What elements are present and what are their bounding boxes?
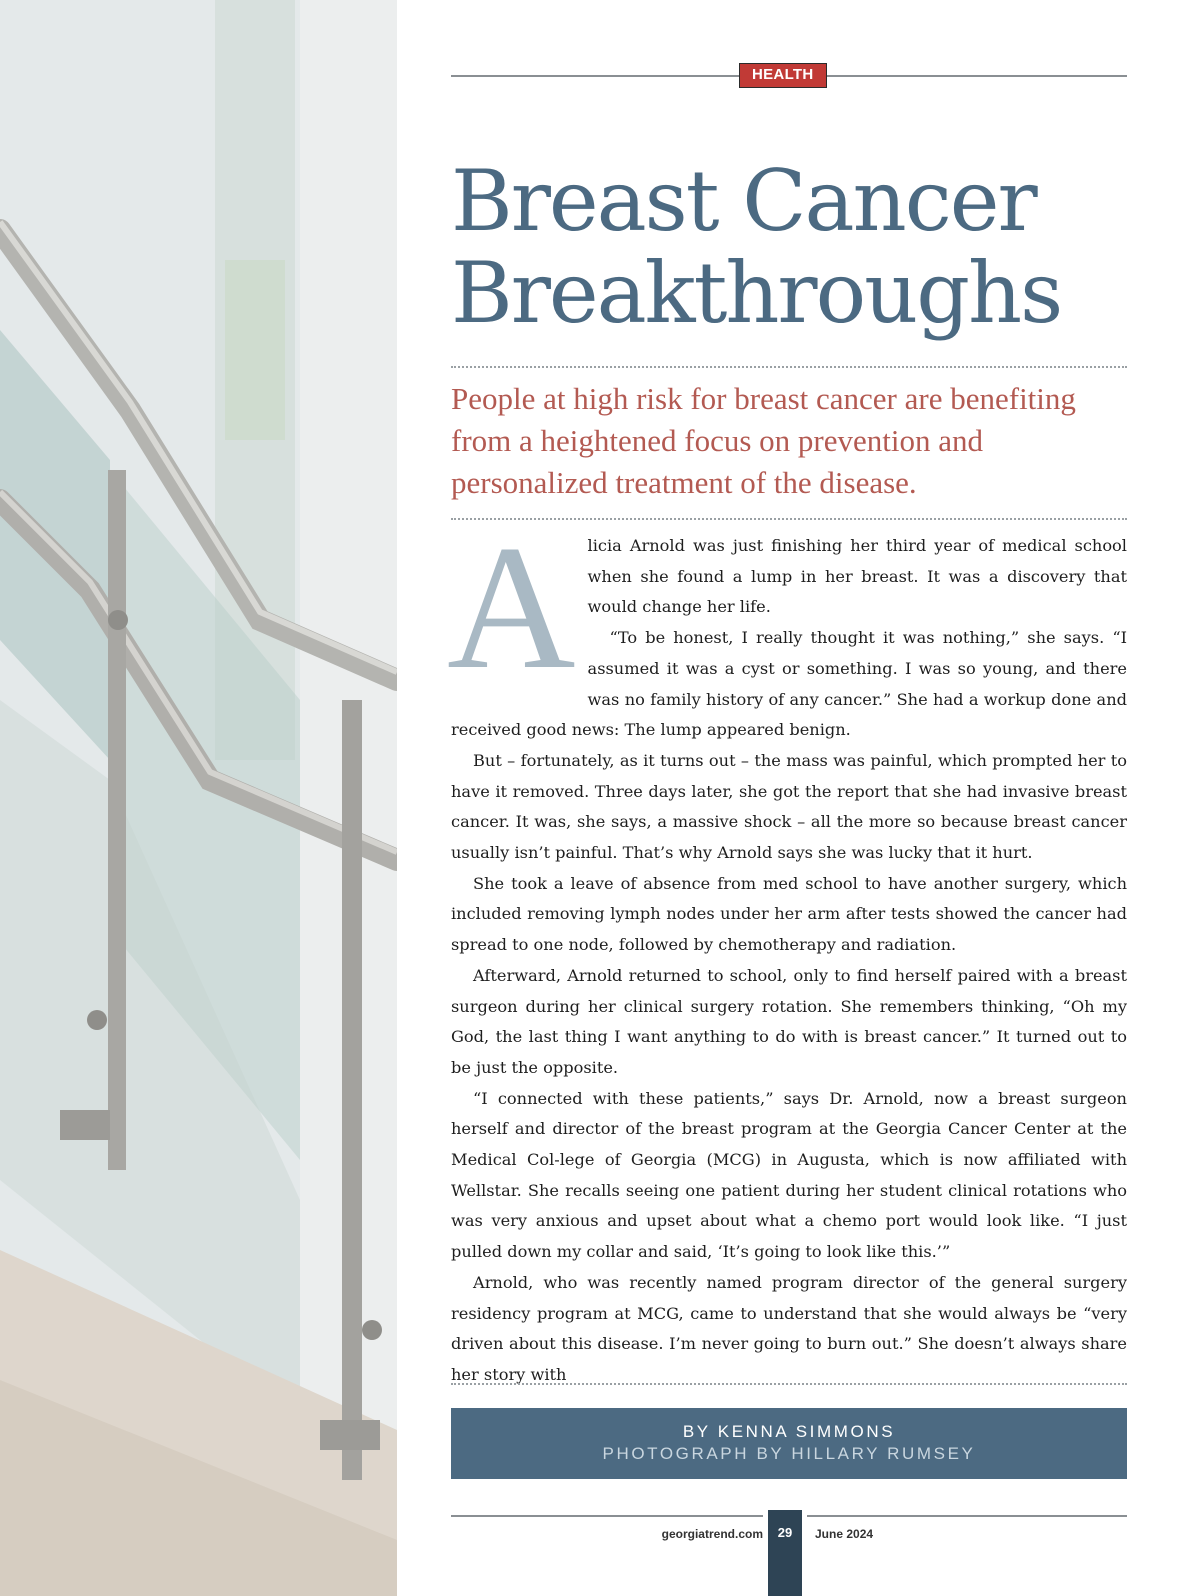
section-tag: HEALTH bbox=[739, 63, 827, 88]
byline-band bbox=[451, 1408, 1127, 1479]
headline bbox=[451, 152, 1127, 342]
divider-dotted bbox=[451, 366, 1127, 368]
paragraph: But – fortunately, as it turns out – the mass was painful, which prompted her to have it removed. Three days later, she got the report that she had invasive breast cancer. It was, she says, a massive shock – all the more so because breast cancer usually isn’t painful. That’s why Arnold says she was lucky that it hurt. bbox=[451, 750, 1127, 863]
paragraph: “I connected with these patients,” says Dr. Arnold, now a breast surgeon herself and director of the breast program at the Georgia Cancer Center at the Medical Col-lege of Georgia (MCG) in Augusta, which is now affiliated with Wellstar. She recalls seeing one patient during her student clinical rotations who was very anxious and upset about what a chemo port would look like. “I just pulled down my collar and said, ‘It’s going to look like this.’” bbox=[451, 1088, 1127, 1262]
footer-rule bbox=[807, 1515, 1127, 1517]
staircase-photo bbox=[0, 0, 397, 1596]
headline-line-1: Breast Cancer bbox=[451, 152, 1036, 250]
article-body bbox=[447, 508, 1127, 1391]
paragraph: Afterward, Arnold returned to school, only to find herself paired with a breast surgeon during her clinical surgery rotation. She remembers thinking, “Oh my God, the last thing I want anything to do with is breast cancer.” It turned out to be just the opposite. bbox=[451, 965, 1127, 1077]
page-number: 29 bbox=[777, 1525, 793, 1540]
divider-dotted bbox=[451, 1383, 1127, 1385]
paragraph: She took a leave of absence from med school to have another surgery, which included removing lymph nodes under her arm after tests showed the cancer had spread to one node, followed by chemotherapy and radiation. bbox=[451, 873, 1127, 955]
author-byline: BY KENNA SIMMONS bbox=[682, 1422, 896, 1441]
footer-rule bbox=[451, 1515, 763, 1517]
drop-cap: A bbox=[447, 508, 576, 706]
issue-date: June 2024 bbox=[815, 1527, 874, 1541]
footer-website: georgiatrend.com bbox=[661, 1527, 763, 1541]
page-number-tab bbox=[768, 1510, 802, 1596]
deck-subheadline: People at high risk for breast cancer are benefiting from a heightened focus on prevention and personalized treatment of the disease. bbox=[451, 381, 1076, 500]
paragraph: Arnold, who was recently named program director of the general surgery residency program at MCG, came to understand that she would always be “very driven about this disease. I’m never going to burn out.” She doesn’t always share her story with bbox=[451, 1272, 1127, 1384]
headline-line-2: Breakthroughs bbox=[451, 244, 1062, 342]
paragraph: licia Arnold was just finishing her third year of medical school when she found a lump in her breast. It was a discovery that would change her life. bbox=[587, 536, 1127, 617]
paragraph: “To be honest, I really thought it was nothing,” she says. “I assumed it was a cyst or something. I was so young, and there was no family history of any cancer.” She had a workup done and received good news: The lump appeared benign. bbox=[451, 628, 1127, 740]
photo-credit: PHOTOGRAPH BY HILLARY RUMSEY bbox=[602, 1444, 976, 1463]
